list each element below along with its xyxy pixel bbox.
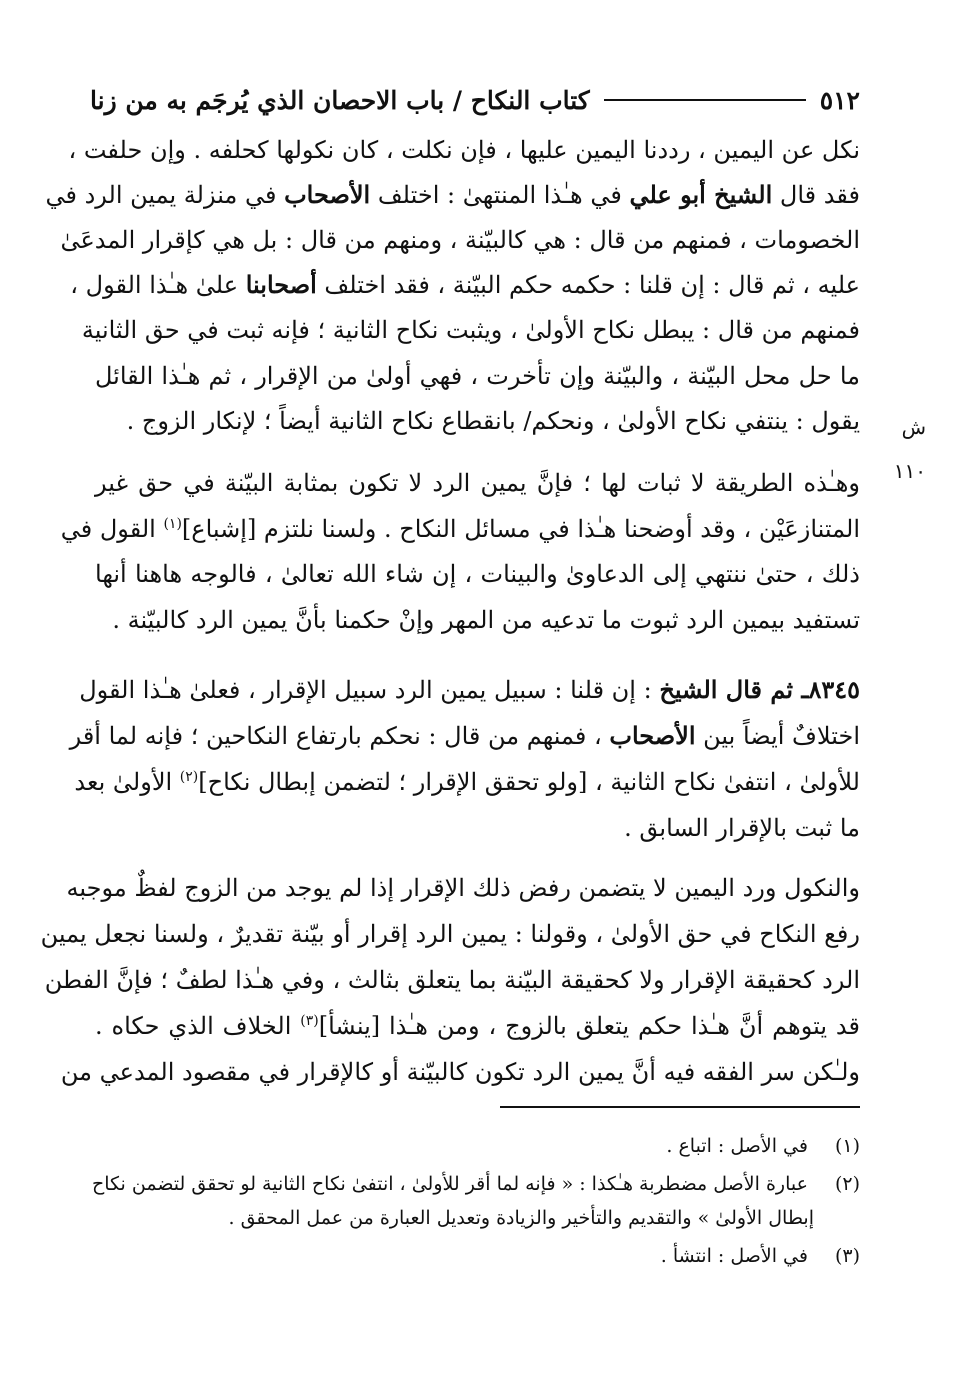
text-line: تستفيد بيمين الرد ثبوت ما تدعيه من المهر وإنْ حكمنا بأنَّ يمين الرد كالبيّنة .: [112, 606, 860, 634]
text-run: عليه ، ثم قال : إن قلنا : حكمه حكم البيّنة ، فقد اختلف: [316, 271, 860, 299]
header-rule: [604, 99, 806, 101]
footnote-number: (١): [834, 1135, 860, 1157]
bold-name: الشيخ أبو علي: [629, 180, 773, 209]
text-run: فقد قال: [772, 181, 860, 209]
page-header: [90, 78, 860, 122]
text-line: [74, 760, 860, 804]
text-line: [60, 507, 860, 551]
text-line: يقول : ينتفي نكاح الأولىٰ ، ونحكم/ بانقطاع نكاح الثانية أيضاً ؛ لإنكار الزوج .: [126, 407, 860, 435]
footnote-1: [80, 1130, 860, 1162]
text-run: للأولىٰ ، انتفىٰ نكاح الثانية ، [ولو تحقق الإقرار ؛ لتضمن إبطال نكاح]: [198, 768, 860, 796]
text-line: الرد كحقيقة الإقرار ولا كحقيقة البيّنة بما يتعلق بثالث ، وفي هـٰذا لطفٌ ؛ فإنَّ الفطن: [44, 966, 860, 994]
running-title: كتاب النكاح / باب الاحصان الذي يُرجَم به من زنا: [90, 85, 590, 115]
text-run: علىٰ هـٰذا القول ،: [70, 271, 246, 299]
text-run: المتنازعَيْن ، وقد أوضحنا هـٰذا في مسائل النكاح . ولسنا نلتزم [إشباع]: [181, 515, 860, 543]
footnote-marker: (٢): [179, 769, 199, 785]
text-line: [95, 1004, 860, 1048]
text-run: في هـٰذا المنتهىٰ : اختلف: [370, 181, 630, 209]
footnote-text: في الأصل : انتشأ .: [660, 1245, 808, 1267]
text-line: ذلك ، حتىٰ ننتهي إلى الدعاوىٰ والبينات ، إن شاء الله تعالىٰ ، فالوجه هاهنا أنها: [95, 560, 860, 588]
text-run: القول في: [60, 515, 164, 543]
footnote-3: [80, 1240, 860, 1272]
footnote-number: (٣): [834, 1245, 860, 1267]
footnote-rule: [500, 1106, 860, 1108]
footnote-number: (٢): [834, 1173, 860, 1195]
footnote-marker: (٣): [300, 1013, 319, 1029]
text-line: وهـٰذه الطريقة لا ثبات لها ؛ فإنَّ يمين الرد لا تكون بمثابة البيّنة في حق غير: [95, 469, 860, 497]
bold-term: أصحابنا: [245, 270, 317, 299]
text-run: : إن قلنا : سبيل يمين الرد سبيل الإقرار ، فعلىٰ هـٰذا القول: [79, 676, 660, 704]
text-run: قد يتوهم أنَّ هـٰذا حكم يتعلق بالزوج ، ومن هـٰذا [ينشأ]: [318, 1012, 860, 1040]
text-line: ما حل محل البيّنة ، والبيّنة وإن تأخرت ، فهي أولىٰ من الإقرار ، ثم هـٰذا القائل: [95, 362, 860, 390]
text-line: نكل عن اليمين ، رددنا اليمين عليها ، فإن نكلت ، كان نكولها كحلفه . وإن حلفت ،: [68, 136, 860, 164]
bold-term: الأصحاب: [284, 180, 371, 209]
text-line: [45, 173, 860, 217]
text-line: رفع النكاح في حق الأولىٰ ، وقولنا : يمين الرد إقرار أو بيّنة تقديرٌ ، ولسنا نجعل يمين: [40, 920, 860, 948]
text-line: [70, 263, 860, 307]
text-run: ، فمنهم من قال : نحكم بارتفاع النكاحين ؛ فإنه لما أقر: [69, 722, 610, 750]
text-line: الخصومات ، فمنهم من قال : هي كالبيّنة ، ومنهم من قال : بل هي كإقرار المدعَىٰ: [60, 226, 860, 254]
footnote-2: [80, 1168, 860, 1200]
text-line: ولـٰكن سر الفقه فيه أنَّ يمين الرد تكون كالبيّنة أو كالإقرار في مقصود المدعي من: [60, 1058, 860, 1086]
text-line: فمنهم من قال : يبطل نكاح الأولىٰ ، ويثبت نكاح الثانية ؛ فإنه ثبت في حق الثانية: [81, 316, 860, 344]
footnote-text: في الأصل : اتباع .: [666, 1135, 808, 1157]
footnote-text: عبارة الأصل مضطربة هـٰكذا : « فإنه لما أقر للأولىٰ ، انتفىٰ نكاح الثانية لو تحقق لتضمن نكاح: [92, 1173, 808, 1195]
bold-name: الشيخ: [659, 675, 718, 704]
page-number: ٥١٢: [819, 85, 860, 115]
text-run: في منزلة يمين الرد في: [45, 181, 285, 209]
footnote-2-continued: إبطال الأولىٰ » والتقديم والتأخير والزيادة وتعديل العبارة من عمل المحقق .: [228, 1207, 814, 1229]
margin-reference: ش ١١٠: [893, 415, 926, 483]
text-line: ما ثبت بالإقرار السابق .: [624, 814, 860, 842]
text-run: اختلافٌ أيضاً بين: [695, 722, 860, 750]
text-line: والنكول ورد اليمين لا يتضمن رفض ذلك الإقرار إذا لم يوجد من الزوج لفظٌ موجبه: [66, 874, 860, 902]
bold-term: الأصحاب: [609, 721, 696, 750]
footnote-marker: (١): [163, 516, 182, 532]
text-line: [69, 714, 860, 758]
text-line: [79, 668, 860, 712]
text-run: الأولىٰ بعد: [74, 768, 180, 796]
section-number: ٨٣٤٥ـ ثم قال: [717, 675, 860, 704]
text-run: الخلاف الذي حكاه .: [95, 1012, 301, 1040]
